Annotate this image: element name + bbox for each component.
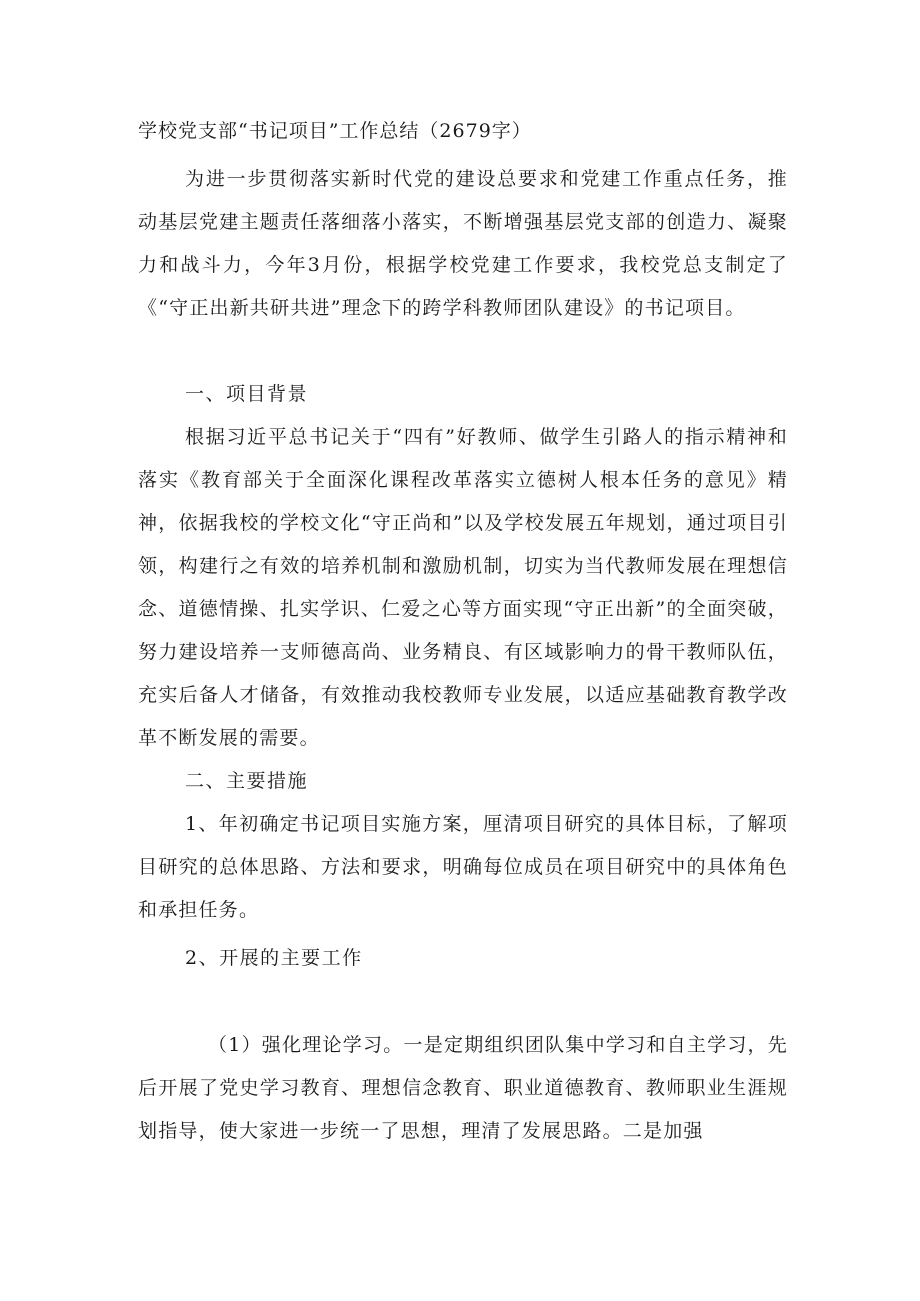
section-background-paragraph: 根据习近平总书记关于“四有”好教师、做学生引路人的指示精神和落实《教育部关于全面深化课程改革落实立德树人根本任务的意见》精神，依据我校的学校文化“守正尚和”以及学校发展五年规划，通过项目引领，构建行之有效的培养机制和激励机制，切实为当代教师发展在理想信念、道德情操、扎实学识、仁爱之心等方面实现“守正出新”的全面突破，努力建设培养一支师德高尚、业务精良、有区域影响力的骨干教师队伍，充实后备人才储备，有效推动我校教师专业发展，以适应基础教育教学改革不断发展的需要。 [138, 426, 788, 749]
measure-1-paragraph: 1、年初确定书记项目实施方案，厘清项目研究的具体目标，了解项目研究的总体思路、方法和要求，明确每位成员在项目研究中的具体角色和承担任务。 [138, 813, 788, 921]
section-heading-measures: 二、主要措施 [185, 770, 309, 792]
document-title: 学校党支部“书记项目”工作总结（2679字） [138, 120, 532, 142]
measure-2-heading: 2、开展的主要工作 [185, 947, 363, 969]
section-heading-background: 一、项目背景 [185, 383, 309, 405]
measure-2-item-1-paragraph: （1）强化理论学习。一是定期组织团队集中学习和自主学习，先后开展了党史学习教育、理想信念教育、职业道德教育、教师职业生涯规划指导，使大家进一步统一了思想，理清了发展思路。二是加强 [138, 1034, 788, 1142]
intro-paragraph: 为进一步贯彻落实新时代党的建设总要求和党建工作重点任务，推动基层党建主题责任落细落小落实，不断增强基层党支部的创造力、凝聚力和战斗力，今年3月份，根据学校党建工作要求，我校党总支制定了《“守正出新共研共进”理念下的跨学科教师团队建设》的书记项目。 [138, 168, 788, 319]
